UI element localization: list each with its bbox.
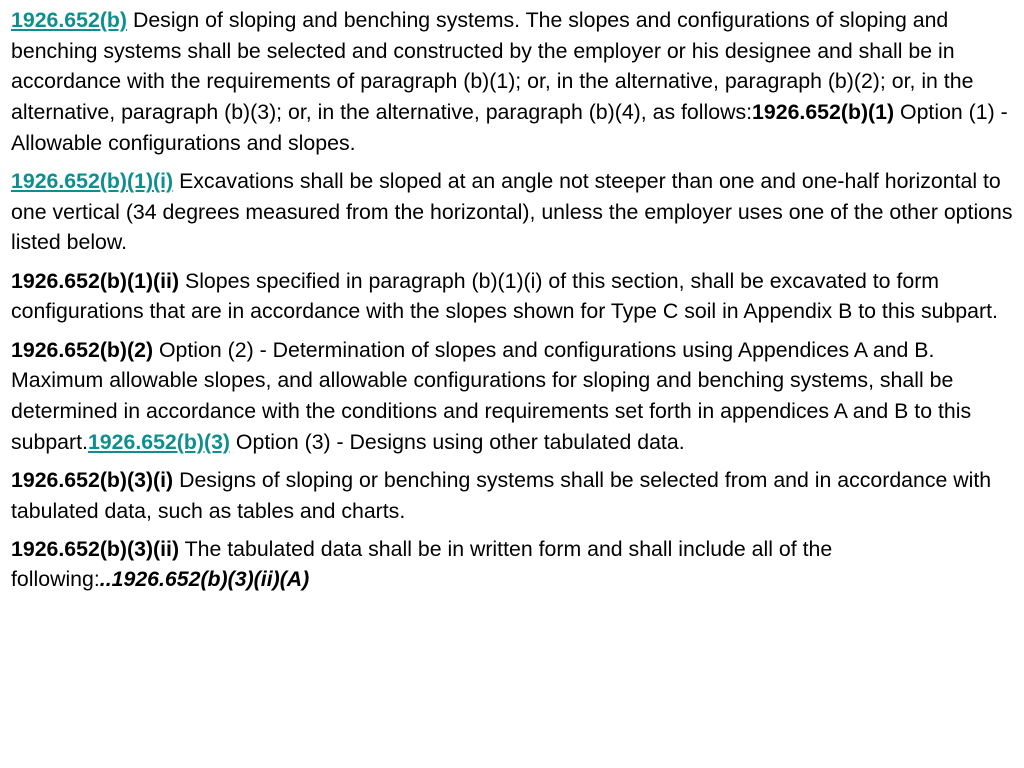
paragraph-b1i xyxy=(11,166,1017,258)
section-ref-b3i: 1926.652(b)(3)(i) xyxy=(11,467,174,492)
paragraph-b3ii xyxy=(11,534,1017,595)
section-ref-b2: 1926.652(b)(2) xyxy=(11,337,154,362)
section-ref-b3iiA: ..1926.652(b)(3)(ii)(A) xyxy=(99,567,310,592)
paragraph-text: Design of sloping and benching systems. The slopes and configurations of sloping and benching systems shall be selected and constructed by the employer or his designee and shall be in accordance with the requirements of paragraph (b)(1); or, in the alternative, paragraph (b)(2); or, in the alternative, paragraph (b)(3); or, in the alternative, paragraph (b)(4), as follows: xyxy=(11,8,974,125)
section-link-b[interactable]: 1926.652(b) xyxy=(11,8,128,32)
paragraph-text: Option (1) - Allowable configurations and slopes. xyxy=(11,100,1008,155)
paragraph-text: Designs of sloping or benching systems shall be selected from and in accordance with tabulated data, such as tables and charts. xyxy=(11,467,992,523)
paragraph-text: The tabulated data shall be in written form and shall include all of the following: xyxy=(11,536,833,592)
paragraph-b2 xyxy=(11,335,1017,458)
document-body xyxy=(11,5,1017,603)
section-ref-b1ii: 1926.652(b)(1)(ii) xyxy=(11,268,180,293)
paragraph-b3i xyxy=(11,465,1017,526)
paragraph-text: Slopes specified in paragraph (b)(1)(i) of this section, shall be excavated to form configurations that are in accordance with the slopes shown for Type C soil in Appendix B to this subpart. xyxy=(11,268,998,324)
section-link-b3[interactable]: 1926.652(b)(3) xyxy=(87,429,231,454)
section-ref-b3ii: 1926.652(b)(3)(ii) xyxy=(11,536,180,561)
section-ref-b1: 1926.652(b)(1) xyxy=(752,100,895,125)
paragraph-b1ii xyxy=(11,266,1017,327)
paragraph-b xyxy=(11,5,1017,159)
section-link-b1i[interactable]: 1926.652(b)(1)(i) xyxy=(11,169,174,194)
paragraph-text: Option (3) - Designs using other tabulated data. xyxy=(230,429,685,454)
paragraph-text: Excavations shall be sloped at an angle not steeper than one and one-half horizontal to one vertical (34 degrees measured from the horizontal), unless the employer uses one of the other options listed below. xyxy=(11,169,1013,255)
paragraph-text: Option (2) - Determination of slopes and configurations using Appendices A and B. Maximum allowable slopes, and allowable configurations for sloping and benching systems, shall be determined in accordance with the conditions and requirements set forth in appendices A and B to this subpart. xyxy=(11,337,972,454)
